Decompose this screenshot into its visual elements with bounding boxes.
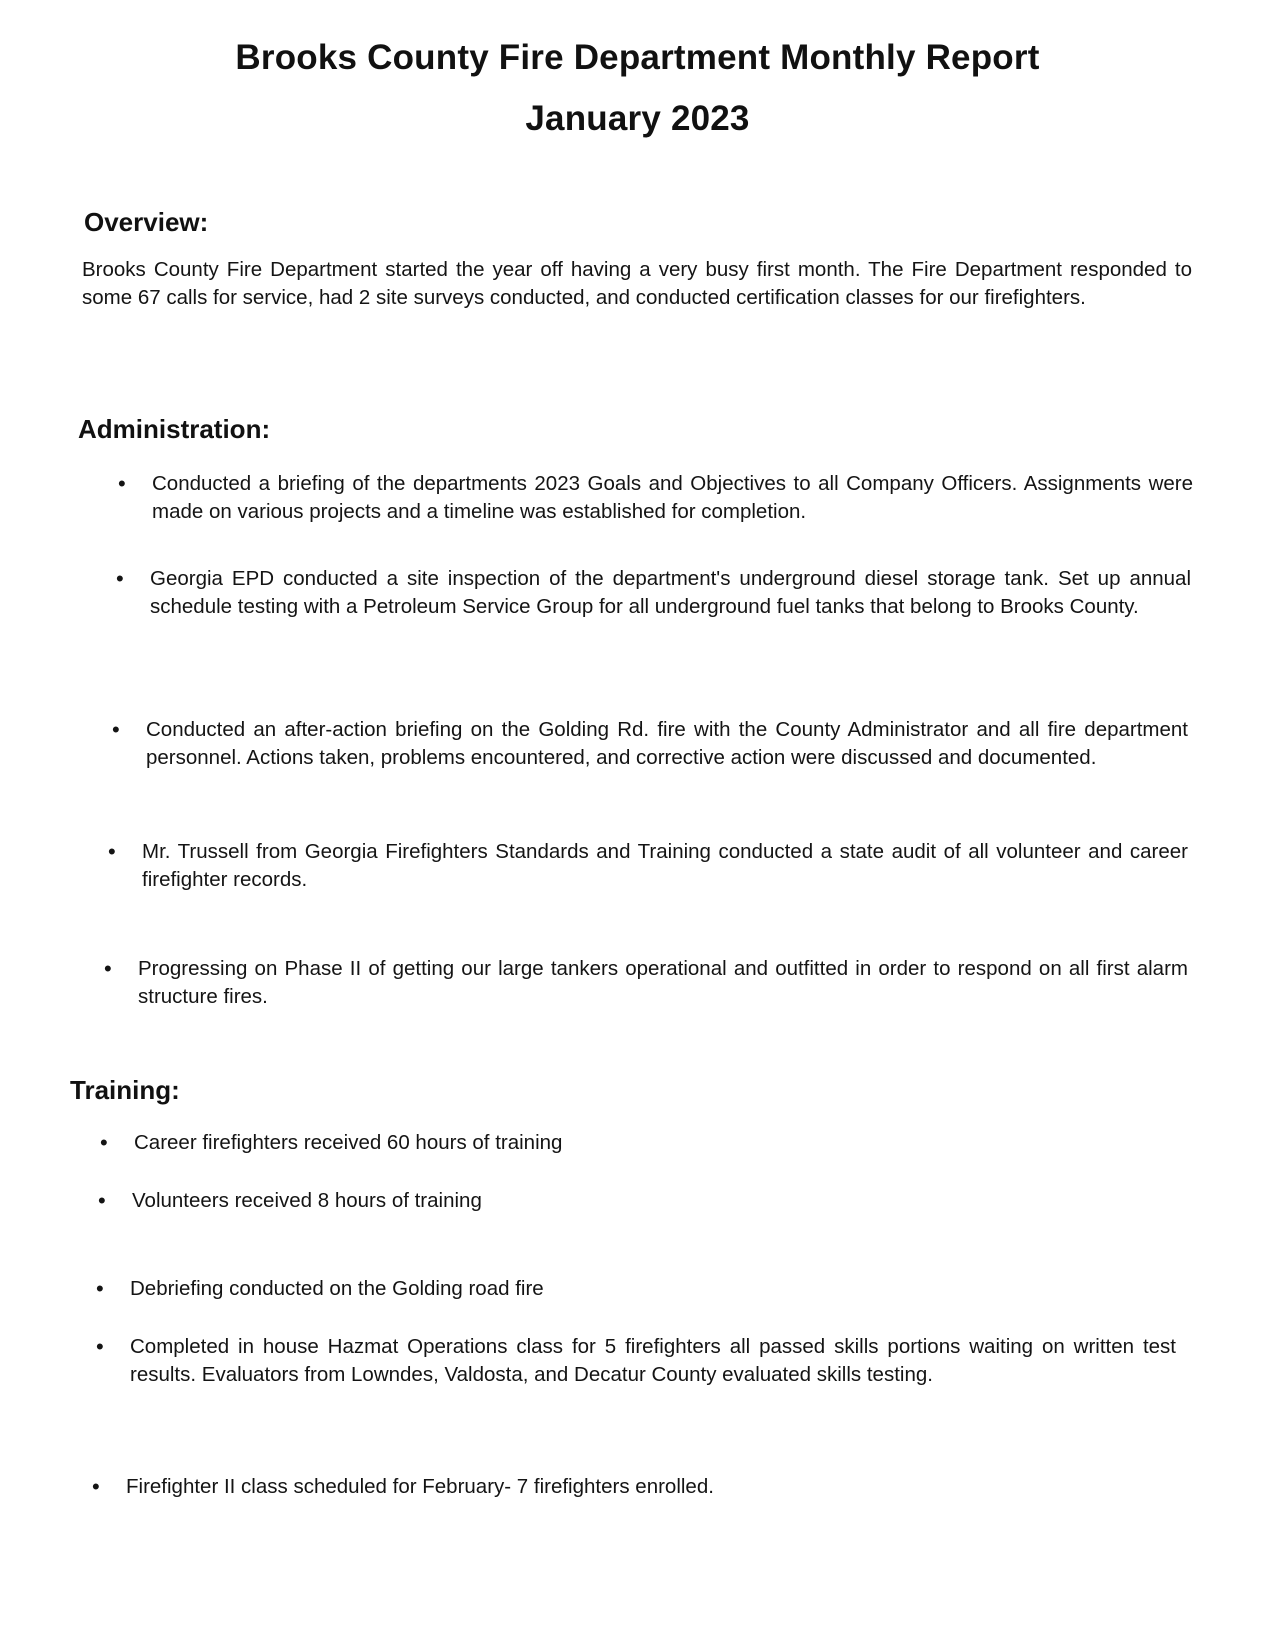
bullet-icon: • [112,717,120,742]
bullet-icon: • [116,566,124,591]
administration-item-text: Mr. Trussell from Georgia Firefighters Standards and Training conducted a state audit of all volunteer and career firefighter records. [142,840,1188,891]
training-heading: Training: [70,1075,180,1105]
training-item-text: Volunteers received 8 hours of training [132,1189,482,1212]
bullet-icon: • [100,1130,108,1155]
training-item-text: Completed in house Hazmat Operations class for 5 firefighters all passed skills portions waiting on written test results. Evaluators from Lowndes, Valdosta, and Decatur County evaluated skills testing. [130,1335,1176,1386]
bullet-icon: • [98,1188,106,1213]
administration-heading: Administration: [78,414,271,444]
training-item [98,1187,1178,1217]
administration-item-text: Georgia EPD conducted a site inspection of the department's underground diesel storage tank. Set up annual schedule testing with a Petroleum Service Group for all underground fuel tanks that belong to Brooks County. [150,567,1191,618]
administration-item-text: Progressing on Phase II of getting our large tankers operational and outfitted in order to respond on all first alarm structure fires. [138,957,1188,1008]
report-period: January 2023 [525,99,750,138]
administration-item [108,838,1188,898]
report-title: Brooks County Fire Department Monthly Report [235,38,1040,77]
bullet-icon: • [96,1276,104,1301]
training-item [96,1333,1176,1423]
administration-item [112,716,1188,806]
overview-paragraph: Brooks County Fire Department started the year off having a very busy first month. The Fire Department responded to some 67 calls for service, had 2 site surveys conducted, and conducted certification classes for our firefighters. [82,258,1192,309]
administration-item-text: Conducted an after-action briefing on the Golding Rd. fire with the County Administrator and all fire department personnel. Actions taken, problems encountered, and corrective action were discussed and documented. [146,718,1188,769]
training-item-text: Debriefing conducted on the Golding road fire [130,1277,544,1300]
administration-item [104,955,1188,1015]
administration-item [116,565,1191,655]
training-item [92,1473,1172,1503]
training-item [96,1275,1176,1305]
training-item-text: Firefighter II class scheduled for February- 7 firefighters enrolled. [126,1475,714,1498]
overview-heading: Overview: [84,207,209,237]
bullet-icon: • [108,839,116,864]
training-item-text: Career firefighters received 60 hours of training [134,1131,563,1154]
bullet-icon: • [92,1474,100,1499]
administration-item [118,470,1193,530]
bullet-icon: • [118,471,126,496]
bullet-icon: • [104,956,112,981]
administration-item-text: Conducted a briefing of the departments 2023 Goals and Objectives to all Company Officers. Assignments were made on various projects and a timeline was established for completion. [152,472,1193,523]
bullet-icon: • [96,1334,104,1359]
training-item [100,1129,1180,1159]
